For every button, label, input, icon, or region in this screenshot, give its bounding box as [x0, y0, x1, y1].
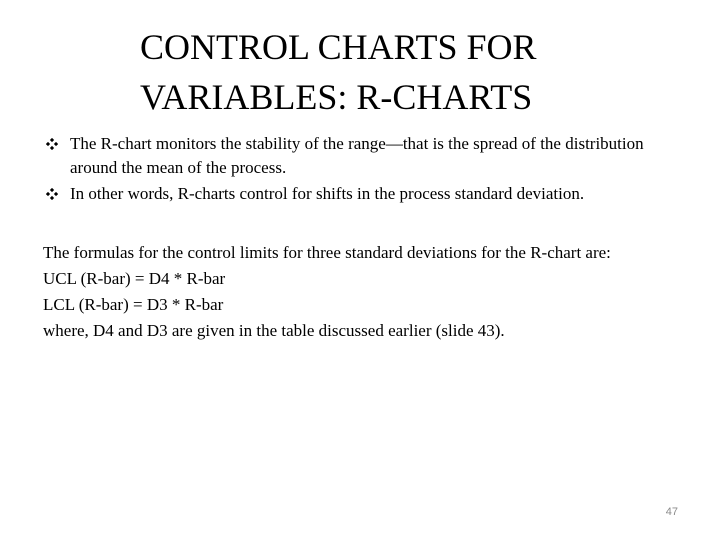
slide-title-line-2: VARIABLES: R-CHARTS: [140, 77, 533, 117]
bullet-list: [46, 132, 686, 208]
formula-note: where, D4 and D3 are given in the table discussed earlier (slide 43).: [43, 321, 505, 340]
ucl-formula: UCL (R-bar) = D4 * R-bar: [43, 269, 226, 288]
diamond-bullet-icon: [46, 188, 58, 200]
diamond-bullet-icon: [46, 138, 58, 150]
bullet-text: In other words, R-charts control for shifts in the process standard deviation.: [70, 184, 585, 203]
bullet-text: The R-chart monitors the stability of the range—that is the spread of the distribution around the mean of the process.: [70, 134, 644, 177]
slide-title: [140, 22, 700, 122]
formula-intro: The formulas for the control limits for three standard deviations for the R-chart are:: [43, 243, 611, 262]
bullet-item: [46, 132, 686, 180]
lcl-formula: LCL (R-bar) = D3 * R-bar: [43, 295, 224, 314]
bullet-item: [46, 182, 686, 206]
slide-title-line-1: CONTROL CHARTS FOR: [140, 27, 537, 67]
formula-section: [43, 240, 693, 344]
page-number: 47: [665, 506, 678, 518]
